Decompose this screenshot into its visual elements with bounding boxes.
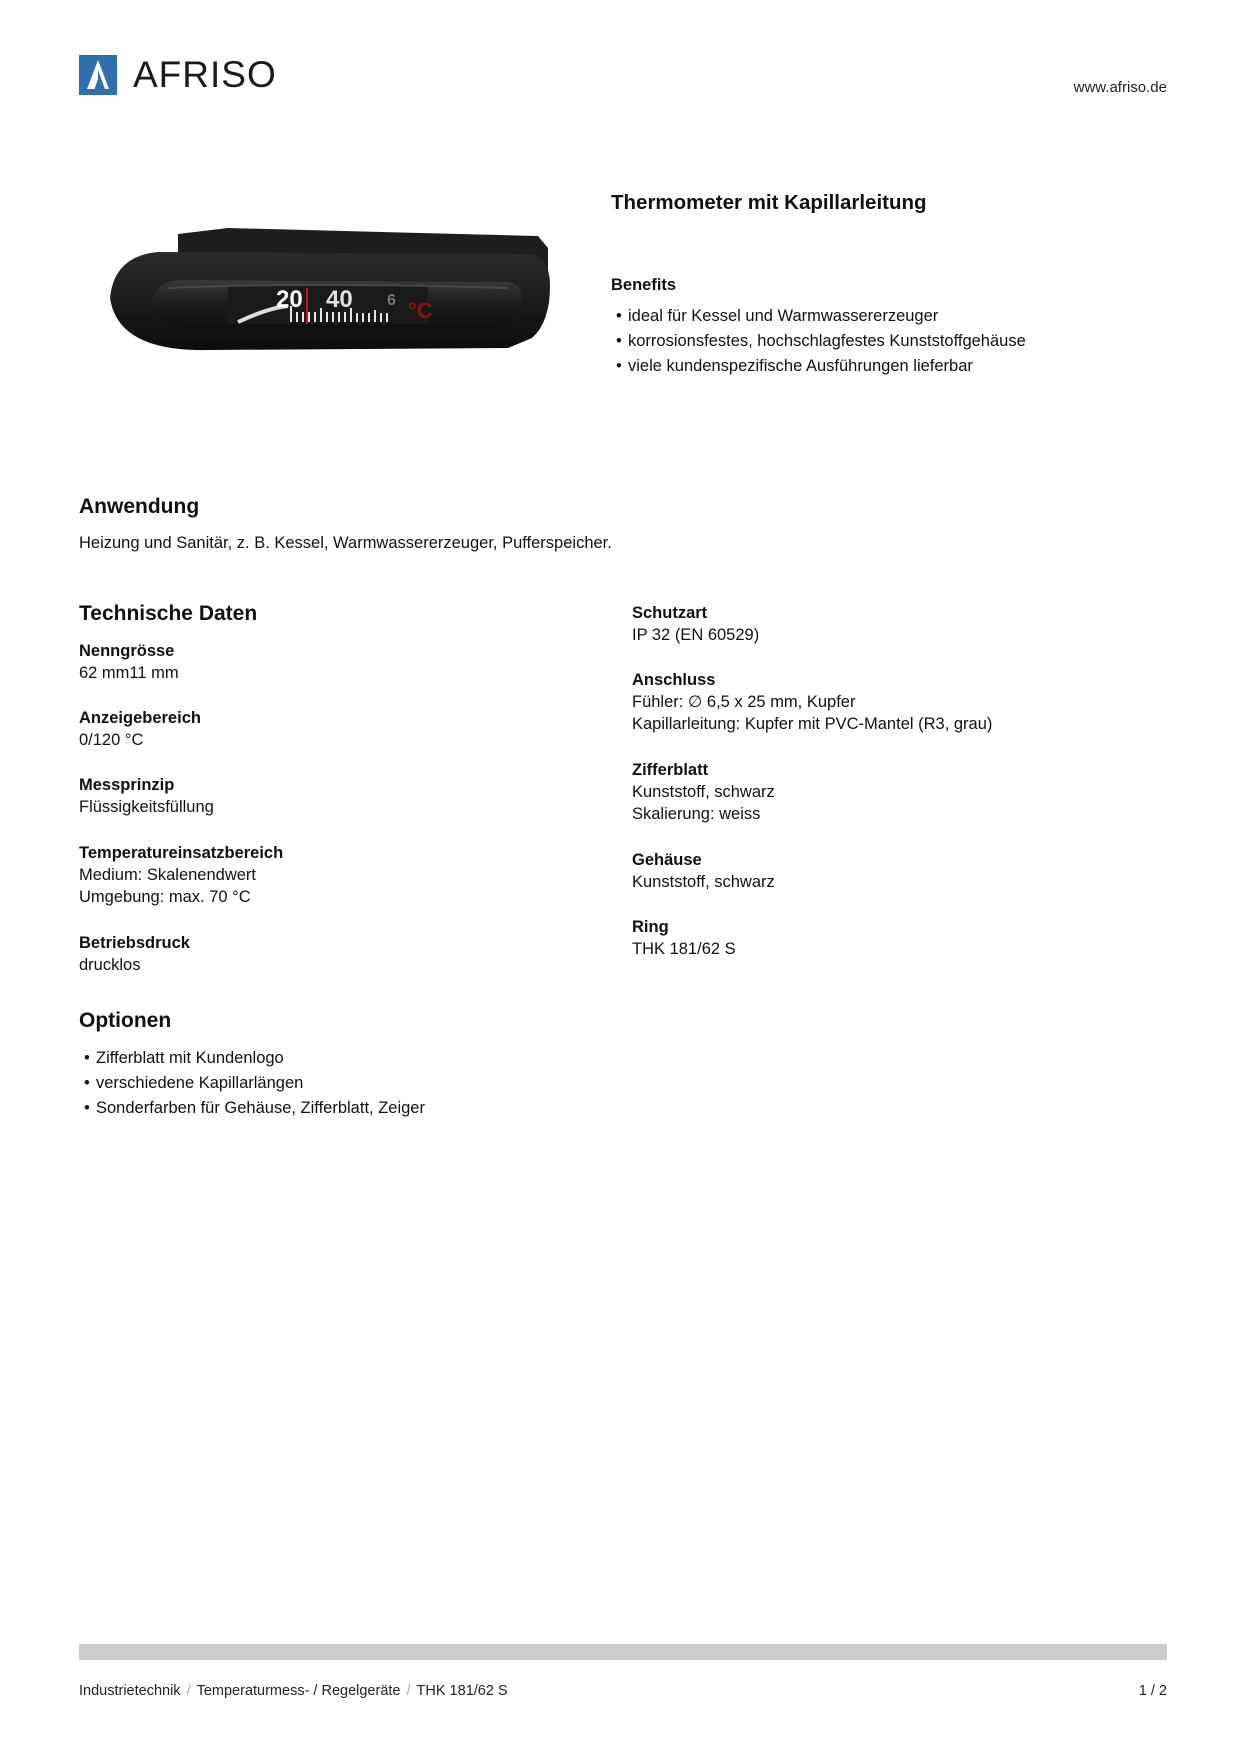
spec-betriebsdruck bbox=[79, 932, 190, 976]
spec-label: Betriebsdruck bbox=[79, 934, 190, 952]
anwendung-heading: Anwendung bbox=[79, 495, 200, 518]
spec-label: Zifferblatt bbox=[632, 761, 709, 779]
spec-ring bbox=[632, 916, 736, 960]
spec-value: 0/120 °C bbox=[79, 731, 144, 749]
benefit-item: • korrosionsfestes, hochschlagfestes Kunststoffgehäuse bbox=[611, 329, 1026, 354]
spec-value: Flüssigkeitsfüllung bbox=[79, 798, 214, 816]
website-link[interactable]: www.afriso.de bbox=[1073, 79, 1167, 96]
spec-label: Messprinzip bbox=[79, 776, 175, 794]
spec-schutzart bbox=[632, 602, 759, 646]
benefit-item: • ideal für Kessel und Warmwassererzeuger bbox=[611, 304, 1026, 329]
option-item: • verschiedene Kapillarlängen bbox=[79, 1071, 425, 1096]
spec-value: THK 181/62 S bbox=[632, 940, 736, 958]
spec-label: Anzeigebereich bbox=[79, 709, 201, 727]
spec-label: Schutzart bbox=[632, 604, 708, 622]
spec-value: Umgebung: max. 70 °C bbox=[79, 888, 251, 906]
brand-name: AFRISO bbox=[133, 54, 277, 95]
product-title: Thermometer mit Kapillarleitung bbox=[611, 191, 927, 214]
scale-unit-label: °C bbox=[408, 298, 433, 323]
page-number: 1 / 2 bbox=[1138, 1683, 1167, 1699]
technische-daten-heading: Technische Daten bbox=[79, 602, 258, 625]
option-item: • Zifferblatt mit Kundenlogo bbox=[79, 1046, 425, 1071]
spec-label: Anschluss bbox=[632, 671, 716, 689]
anwendung-text: Heizung und Sanitär, z. B. Kessel, Warmwassererzeuger, Pufferspeicher. bbox=[79, 534, 612, 552]
spec-zifferblatt bbox=[632, 759, 775, 825]
spec-value: 62 mm11 mm bbox=[79, 664, 179, 682]
spec-label: Gehäuse bbox=[632, 851, 702, 869]
afriso-logo-icon bbox=[79, 55, 117, 95]
benefits-list bbox=[611, 304, 1026, 379]
spec-nenngroesse bbox=[79, 640, 179, 684]
spec-anschluss bbox=[632, 669, 992, 735]
spec-anzeigebereich bbox=[79, 707, 201, 751]
breadcrumb bbox=[79, 1683, 508, 1699]
spec-value: IP 32 (EN 60529) bbox=[632, 626, 760, 644]
afriso-logo bbox=[79, 55, 277, 95]
spec-label: Ring bbox=[632, 918, 669, 936]
spec-value: Fühler: ∅ 6,5 x 25 mm, Kupfer bbox=[632, 693, 856, 711]
breadcrumb-item[interactable]: Temperaturmess- / Regelgeräte bbox=[196, 1683, 401, 1699]
spec-value: Kunststoff, schwarz bbox=[632, 873, 775, 891]
option-item: • Sonderfarben für Gehäuse, Zifferblatt, Zeiger bbox=[79, 1096, 425, 1121]
optionen-list bbox=[79, 1046, 425, 1121]
spec-label: Temperatureinsatzbereich bbox=[79, 844, 284, 862]
spec-gehaeuse bbox=[632, 849, 775, 893]
spec-value: drucklos bbox=[79, 956, 141, 974]
scale-label-40: 40 bbox=[326, 286, 353, 313]
spec-value: Skalierung: weiss bbox=[632, 805, 761, 823]
scale-label-20: 20 bbox=[276, 286, 303, 313]
scale-label-60: 6 bbox=[387, 292, 396, 309]
breadcrumb-separator: / bbox=[406, 1683, 411, 1699]
breadcrumb-item[interactable]: THK 181/62 S bbox=[416, 1683, 508, 1699]
breadcrumb-separator: / bbox=[186, 1683, 191, 1699]
spec-value: Medium: Skalenendwert bbox=[79, 866, 257, 884]
spec-value: Kunststoff, schwarz bbox=[632, 783, 775, 801]
spec-value: Kapillarleitung: Kupfer mit PVC-Mantel (R3, grau) bbox=[632, 715, 993, 733]
benefits-heading: Benefits bbox=[611, 276, 677, 294]
breadcrumb-item[interactable]: Industrietechnik bbox=[79, 1683, 181, 1699]
thermometer-product-image bbox=[108, 226, 556, 372]
spec-messprinzip bbox=[79, 774, 214, 818]
footer-divider-bar bbox=[79, 1644, 1167, 1660]
benefit-item: • viele kundenspezifische Ausführungen lieferbar bbox=[611, 354, 1026, 379]
spec-label: Nenngrösse bbox=[79, 642, 175, 660]
optionen-heading: Optionen bbox=[79, 1009, 172, 1032]
spec-temperatureinsatzbereich bbox=[79, 842, 283, 908]
